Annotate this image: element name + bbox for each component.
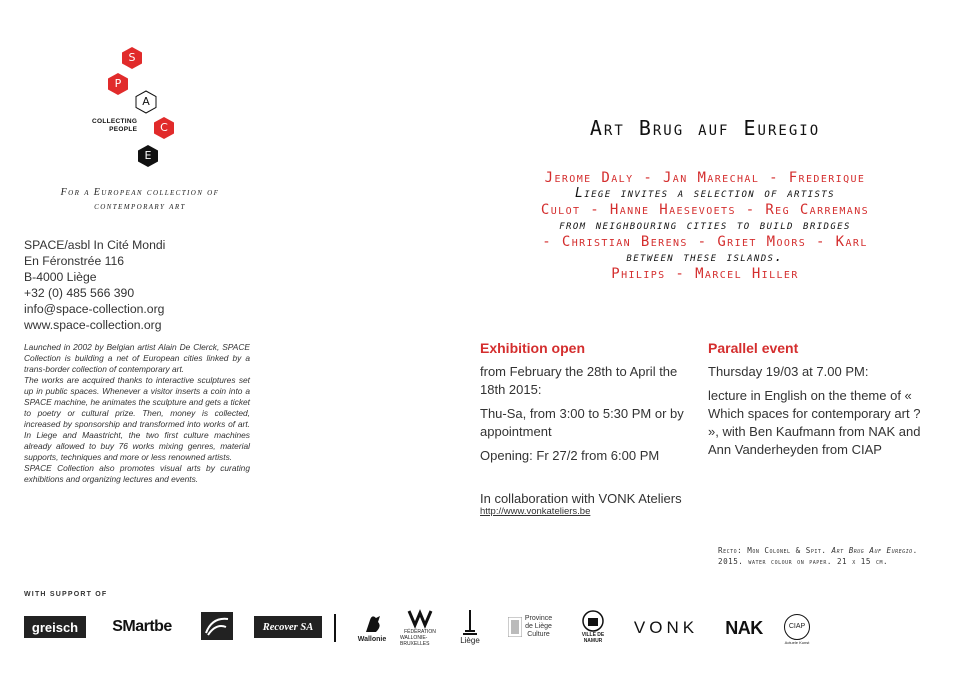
contact-address bbox=[24, 237, 165, 333]
collaboration-link[interactable]: http://www.vonkateliers.be bbox=[480, 506, 591, 517]
logo-hex-c bbox=[152, 116, 176, 140]
space-logo bbox=[90, 40, 180, 180]
address-email[interactable]: info@space-collection.org bbox=[24, 302, 165, 316]
logo-tagline-line: PEOPLE bbox=[109, 126, 138, 133]
exhibition-title: Art Brug auf Euregio bbox=[589, 116, 821, 140]
province-label-top: Province bbox=[524, 615, 553, 622]
fwb-logo bbox=[400, 607, 440, 647]
province-mark-icon bbox=[508, 617, 522, 637]
province-label-bottom: Culture bbox=[527, 631, 550, 638]
tagline-line: contemporary art bbox=[94, 201, 186, 212]
intro-line: between these islands. bbox=[626, 250, 784, 265]
intro-line: from neighbouring cities to build bridges bbox=[559, 218, 851, 233]
artist-names-line: Philips - Marcel Hiller bbox=[611, 266, 799, 282]
rooster-icon bbox=[360, 612, 384, 636]
exhibition-hours: Thu-Sa, from 3:00 to 5:30 PM or by appointment bbox=[480, 406, 684, 439]
fwb-label-top: FÉDÉRATION bbox=[404, 629, 436, 635]
namur-logo bbox=[578, 607, 608, 647]
address-org: SPACE/asbl In Cité Mondi bbox=[24, 238, 166, 252]
about-paragraph: The works are acquired thanks to interactive sculptures set up in public spaces. Whenever a visitor inserts a coin into a SPACE machine, he animates the sculpture and gets a ticket to poetry or cultural prize. Then, money is collected, increased by sponsorship and transformed into works of art. In Liege and Maastricht, the two first culture machines already allowed to buy 76 works mixing genres, material supports, techniques and more or less renowned artists. bbox=[24, 375, 250, 462]
vonk-logo: VONK bbox=[633, 618, 699, 637]
logo-tagline bbox=[92, 118, 137, 134]
recto-prefix: Recto: Mon Colonel & Spit. bbox=[718, 546, 827, 555]
logo-letter-a: A bbox=[142, 95, 150, 108]
intro-line: Liege invites a selection of artists bbox=[575, 186, 835, 201]
logo-letter-e: E bbox=[144, 149, 152, 162]
logo-tagline-line: COLLECTING bbox=[92, 118, 138, 125]
exhibition-heading: Exhibition open bbox=[480, 340, 585, 356]
logo-hex-e bbox=[136, 144, 160, 168]
address-street: En Féronstrée 116 bbox=[24, 254, 125, 268]
fwb-mark-icon bbox=[407, 607, 433, 629]
ciap-label: CIAP bbox=[788, 623, 806, 630]
b3-logo bbox=[201, 612, 233, 640]
logo-letter-c: C bbox=[160, 121, 168, 134]
exhibition-opening: Opening: Fr 27/2 from 6:00 PM bbox=[480, 448, 660, 463]
tagline-line: For a European collection of bbox=[60, 187, 220, 198]
address-city: B-4000 Liège bbox=[24, 270, 97, 284]
swirl-icon bbox=[204, 615, 230, 637]
artist-names-line: Culot - Hanne Haesevoets - Reg Carremans bbox=[540, 202, 870, 218]
logo-hex-a bbox=[134, 90, 158, 114]
ciap-circle bbox=[784, 614, 810, 640]
logo-letter-p: P bbox=[114, 77, 122, 90]
greisch-logo: greisch bbox=[24, 616, 86, 638]
sponsor-divider bbox=[334, 614, 336, 642]
parallel-heading: Parallel event bbox=[708, 340, 799, 356]
wallonie-logo bbox=[354, 607, 390, 647]
artist-names-line: - Christian Berens - Griet Moors - Karl bbox=[542, 234, 868, 250]
liege-logo bbox=[452, 607, 488, 647]
ciap-logo bbox=[780, 612, 814, 646]
address-phone: +32 (0) 485 566 390 bbox=[24, 286, 135, 300]
perron-icon bbox=[463, 610, 477, 636]
exhibition-info bbox=[480, 339, 700, 471]
parallel-event-info bbox=[708, 339, 922, 465]
wallonie-label: Wallonie bbox=[357, 635, 387, 643]
province-liege-logo bbox=[504, 610, 556, 644]
recover-logo: Recover SA bbox=[254, 616, 322, 638]
logo-hex-p bbox=[106, 72, 130, 96]
about-text bbox=[24, 342, 250, 485]
logo-letter-s: S bbox=[128, 51, 136, 64]
artists-block bbox=[470, 170, 940, 282]
recto-caption bbox=[718, 545, 940, 567]
exhibition-dates: from February the 28th to April the 18th 2015: bbox=[480, 364, 678, 397]
nak-logo: NAK bbox=[725, 617, 763, 638]
namur-label-top: VILLE DE bbox=[581, 632, 605, 638]
about-paragraph: Launched in 2002 by Belgian artist Alain De Clerck, SPACE Collection is building a net of European cities linked by a trans-border collection of contemporary art. bbox=[24, 342, 250, 374]
smartbe-logo: SMartbe bbox=[112, 618, 172, 635]
liege-label: Liège bbox=[460, 635, 480, 645]
about-paragraph: SPACE Collection also promotes visual arts by curating exhibitions and organizing lectures and events. bbox=[24, 463, 250, 484]
mission-tagline bbox=[24, 186, 256, 214]
namur-crest-icon bbox=[582, 610, 604, 632]
address-website[interactable]: www.space-collection.org bbox=[24, 318, 162, 332]
fwb-label-bottom: WALLONIE-BRUXELLES bbox=[400, 635, 430, 647]
ciap-label-bottom: Actuele Kunst bbox=[784, 639, 810, 645]
recto-suffix: . 2015. water colour on paper. 21 x 15 cm. bbox=[718, 546, 918, 566]
namur-label-bottom: NAMUR bbox=[583, 638, 603, 644]
artist-names-line: Jerome Daly - Jan Marechal - Frederique bbox=[544, 170, 866, 186]
collaboration-text: In collaboration with VONK Ateliers bbox=[480, 491, 682, 506]
province-label-mid: de Liège bbox=[525, 623, 552, 630]
logo-hex-s bbox=[120, 46, 144, 70]
recto-work-title: Art Brug Auf Euregio bbox=[831, 546, 913, 555]
parallel-description: lecture in English on the theme of « Which spaces for contemporary art ? », with Ben Kaufmann from NAK and Ann Vanderheyden from CIAP bbox=[708, 388, 921, 457]
parallel-date: Thursday 19/03 at 7.00 PM: bbox=[708, 364, 869, 379]
support-label: WITH SUPPORT OF bbox=[24, 591, 108, 598]
